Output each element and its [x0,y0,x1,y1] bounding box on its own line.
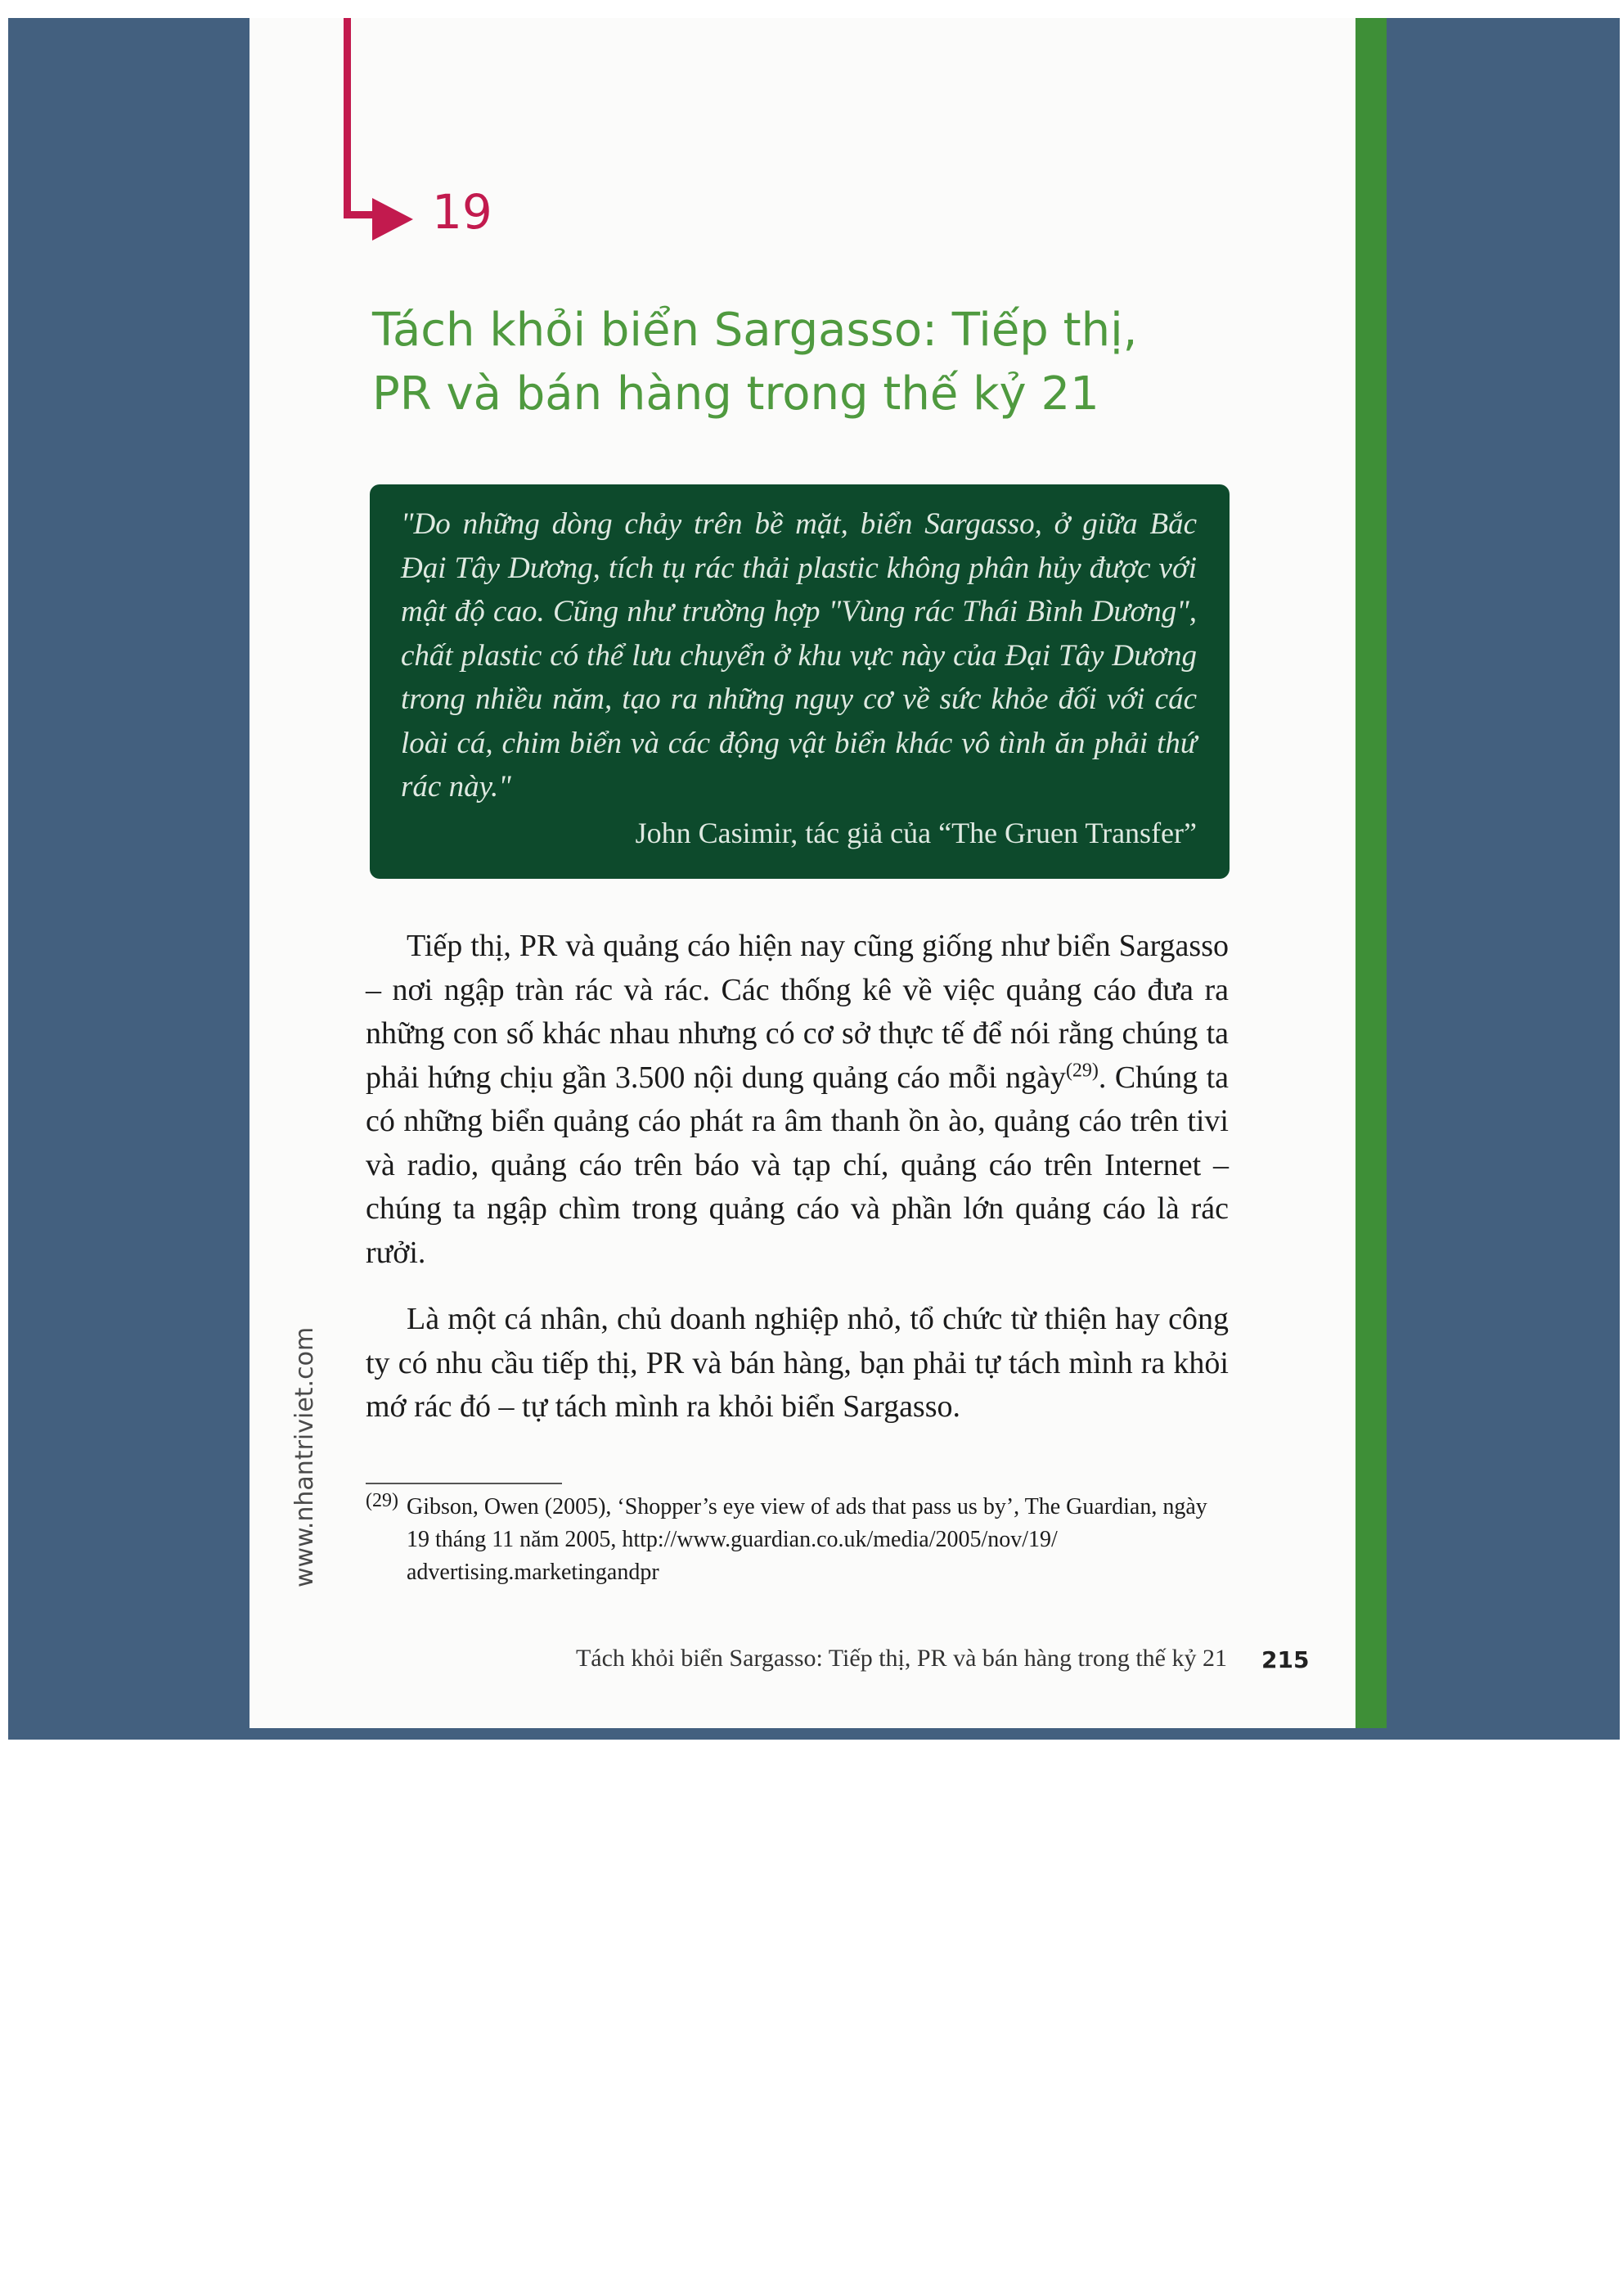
paragraph-1-text: Tiếp thị, PR và quảng cáo hiện nay cũng giống như biển Sargasso – nơi ngập tràn rác và rác. Các thống kê về việc quảng cáo đưa ra những con số khác nhau nhưng có cơ sở thực tế để nói rằng chúng ta phải hứng chịu gần 3.500 nội dung quảng cáo mỗi ngày [366,929,1229,1095]
epigraph-text: "Do những dòng chảy trên bề mặt, biển Sargasso, ở giữa Bắc Đại Tây Dương, tích tụ rác thải plastic không phân hủy được với mật độ cao. Cũng như trường hợp "Vùng rác Thái Bình Dương", chất plastic có thể lưu chuyển ở khu vực này của Đại Tây Dương trong nhiều năm, tạo ra những nguy cơ về sức khỏe đối với các loài cá, chim biển và các động vật biển khác vô tình ăn phải thứ rác này." [401,507,1197,804]
chapter-arrow-icon [372,198,413,241]
chapter-title-line-1: Tách khỏi biển Sargasso: Tiếp thị, [372,304,1138,357]
footnote-text: Gibson, Owen (2005), ‘Shopper’s eye view of ads that pass us by’, The Guardian, ngày 19 tháng 11 năm 2005, http://www.guardian.co.uk/media/2005/nov/19/ advertising.marketingandpr [407,1494,1207,1585]
epigraph-box [370,484,1230,879]
paragraph-1-text-cont: . Chúng ta có những biển quảng cáo phát ra âm thanh ồn ào, quảng cáo trên tivi và radio, quảng cáo trên báo và tạp chí, quảng cáo trên Internet – chúng ta ngập chìm trong quảng cáo và phần lớn quảng cáo là rác rưởi. [366,1060,1229,1270]
epigraph-attribution [401,813,1197,853]
footnote-ref: (29) [1065,1059,1099,1081]
footnote [366,1491,1233,1589]
page-number: 215 [1261,1646,1310,1673]
footnote-mark: (29) [366,1490,398,1511]
paragraph-2: Là một cá nhân, chủ doanh nghiệp nhỏ, tổ chức từ thiện hay công ty có nhu cầu tiếp thị, PR và bán hàng, bạn phải tự tách mình ra khỏi mớ rác đó – tự tách mình ra khỏi biển Sargasso. [366,1302,1229,1424]
side-website-url: www.nhantriviet.com [290,1326,319,1587]
running-head: Tách khỏi biển Sargasso: Tiếp thị, PR và bán hàng trong thế kỷ 21 [575,1645,1227,1672]
paragraph-1 [366,925,1229,1275]
chapter-marker-line [344,18,351,218]
chapter-number: 19 [432,184,492,240]
body-text [366,925,1229,1429]
chapter-title [372,299,1338,426]
chapter-title-line-2: PR và bán hàng trong thế kỷ 21 [372,367,1099,421]
epigraph-author: John Casimir [635,816,791,849]
epigraph-source: , tác giả của “The Gruen Transfer” [790,816,1197,849]
page-edge-stripe [1355,18,1387,1728]
